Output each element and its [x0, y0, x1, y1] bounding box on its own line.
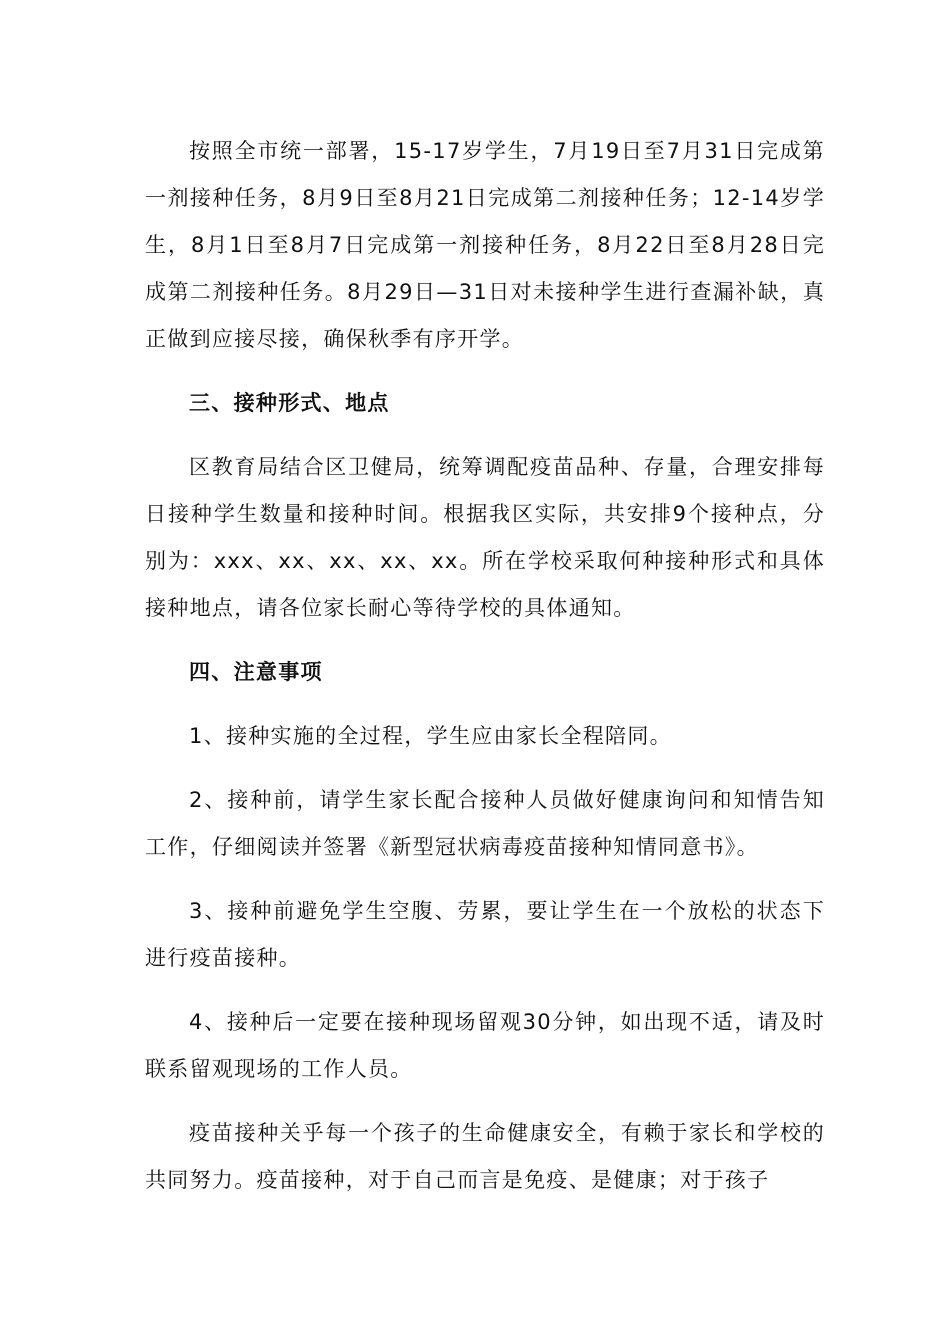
paragraph-schedule: 按照全市统一部署，15-17岁学生，7月19日至7月31日完成第一剂接种任务，8月9日至8月21日完成第二剂接种任务；12-14岁学生，8月1日至8月7日完成第一剂接种任务，8月22日至8月28日完成第二剂接种任务。8月29日—31日对未接种学生进行查漏补缺，真正做到应接尽接，确保秋季有序开学。 [145, 139, 825, 351]
paragraph-locations: 区教育局结合区卫健局，统筹调配疫苗品种、存量，合理安排每日接种学生数量和接种时间。根据我区实际，共安排9个接种点，分别为：xxx、xx、xx、xx、xx。所在学校采取何种接种形式和具体接种地点，请各位家长耐心等待学校的具体通知。 [145, 455, 825, 620]
section-heading-notes: 四、注意事项 [189, 660, 323, 684]
note-item-3: 3、接种前避免学生空腹、劳累，要让学生在一个放松的状态下进行疫苗接种。 [145, 899, 825, 970]
note-item-1: 1、接种实施的全过程，学生应由家长全程陪同。 [189, 724, 672, 748]
paragraph-closing: 疫苗接种关乎每一个孩子的生命健康安全，有赖于家长和学校的共同努力。疫苗接种，对于自己而言是免疫、是健康；对于孩子 [145, 1121, 825, 1192]
document-body [145, 128, 825, 1221]
section-heading-form-location: 三、接种形式、地点 [189, 391, 390, 415]
note-item-4: 4、接种后一定要在接种现场留观30分钟，如出现不适，请及时联系留观现场的工作人员。 [145, 1010, 825, 1081]
note-item-2: 2、接种前，请学生家长配合接种人员做好健康询问和知情告知工作，仔细阅读并签署《新型冠状病毒疫苗接种知情同意书》。 [145, 788, 825, 859]
